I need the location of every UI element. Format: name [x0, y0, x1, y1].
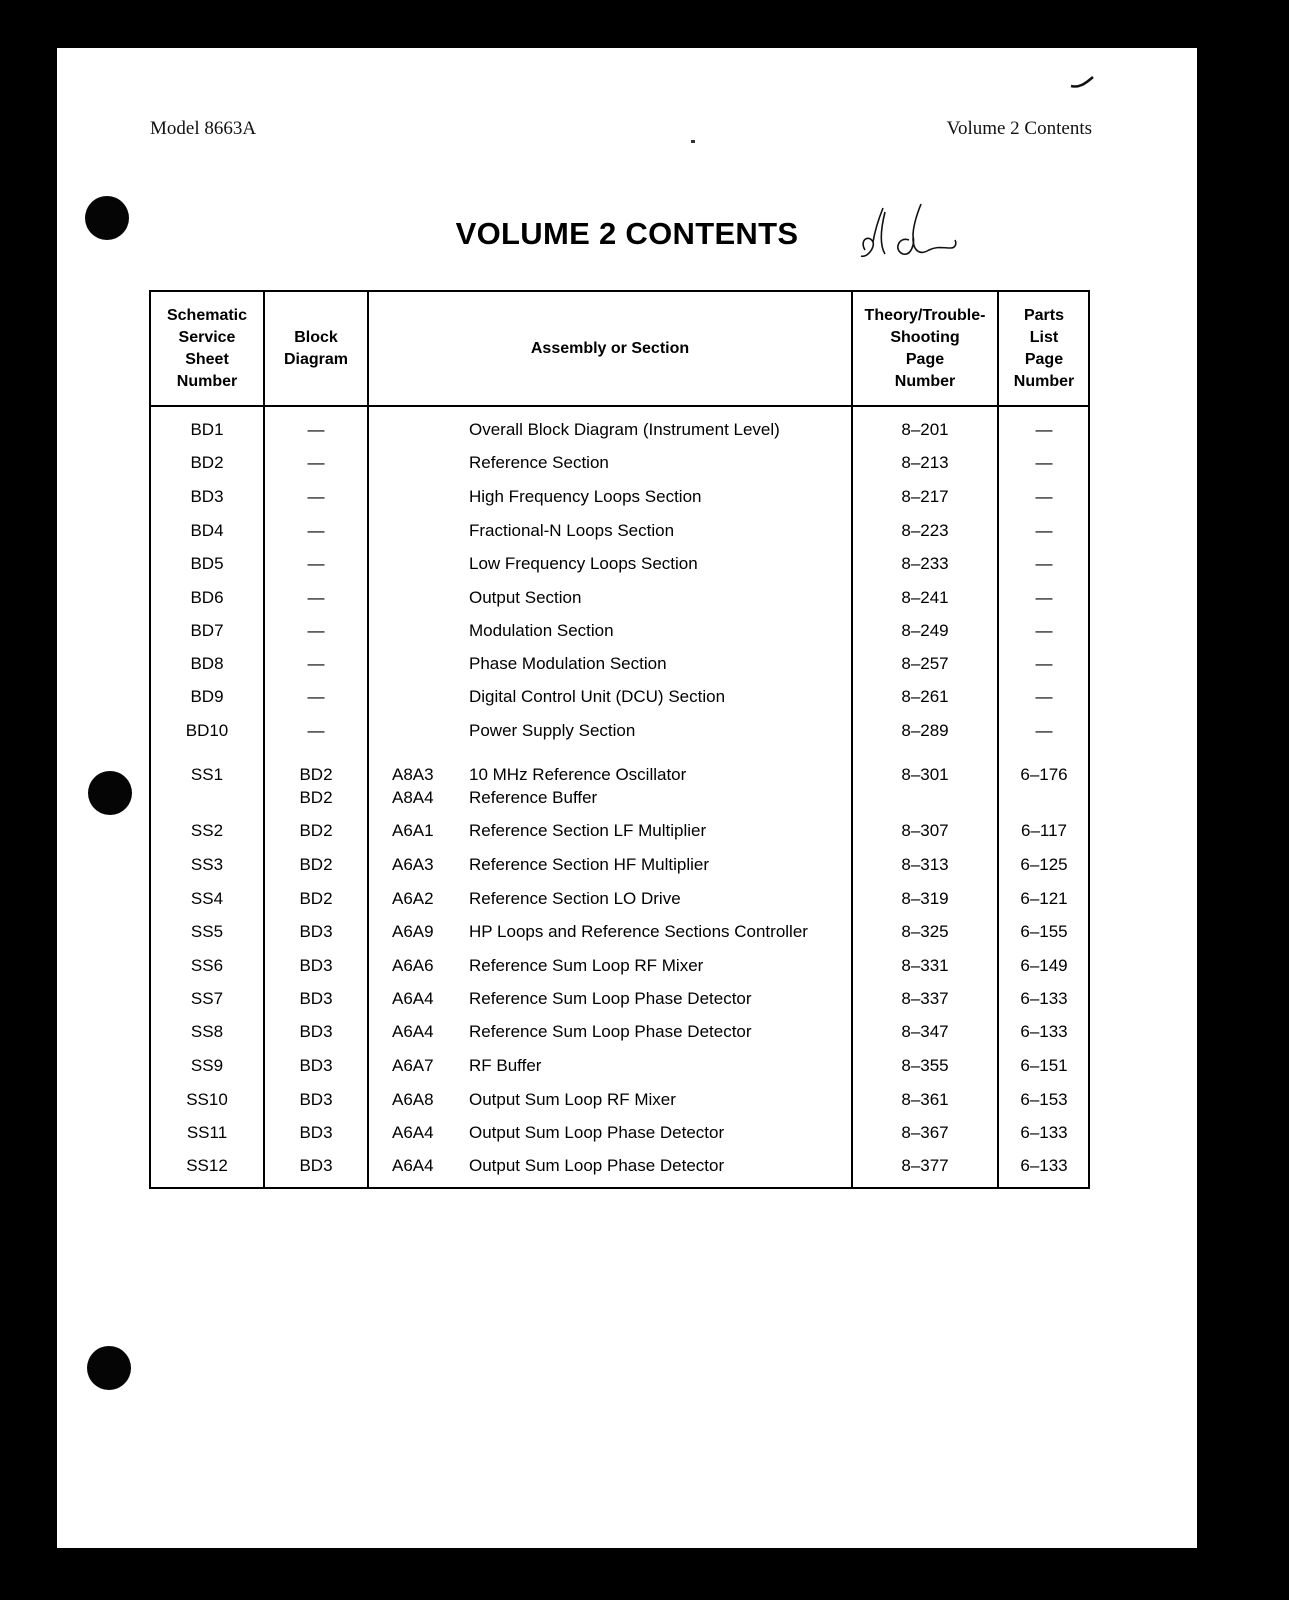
row-section-title: Overall Block Diagram (Instrument Level) — [469, 420, 780, 439]
row-block-diagram: BD3 — [299, 989, 333, 1008]
table-row — [151, 553, 1088, 583]
row-section-title: Reference Section HF Multiplier — [469, 855, 709, 874]
row-parts-page: — — [1035, 621, 1053, 640]
row-block-diagram: — — [307, 687, 325, 706]
table-row — [151, 587, 1088, 617]
row-theory-page: 8–319 — [901, 889, 949, 908]
row-assembly: A6A6 — [392, 956, 434, 975]
row-section-title: Power Supply Section — [469, 721, 636, 740]
column-header-block: Block Diagram — [283, 328, 349, 368]
table-row — [151, 921, 1088, 951]
table-row — [151, 1089, 1088, 1119]
binder-hole — [87, 1346, 131, 1390]
row-block-diagram: BD3 — [299, 1123, 333, 1142]
row-assembly: A6A3 — [392, 855, 434, 874]
table-row — [151, 1021, 1088, 1051]
row-parts-page: 6–133 — [1020, 1022, 1068, 1041]
row-block-diagram: BD2 — [299, 788, 333, 807]
row-sheet-number: SS6 — [190, 956, 224, 975]
row-theory-page: 8–261 — [901, 687, 949, 706]
row-parts-page: 6–149 — [1020, 956, 1068, 975]
row-section-title: Reference Sum Loop Phase Detector — [469, 1022, 752, 1041]
row-section-title: Reference Section — [469, 453, 609, 472]
row-theory-page: 8–201 — [901, 420, 949, 439]
row-parts-page: — — [1035, 521, 1053, 540]
row-sheet-number: BD5 — [190, 554, 224, 573]
row-block-diagram: BD2 — [299, 855, 333, 874]
row-theory-page: 8–241 — [901, 588, 949, 607]
row-block-diagram: BD2 — [299, 821, 333, 840]
row-theory-page: 8–313 — [901, 855, 949, 874]
row-block-diagram: — — [307, 453, 325, 472]
row-assembly: A8A4 — [392, 788, 434, 807]
row-assembly: A8A3 — [392, 765, 434, 784]
row-assembly: A6A4 — [392, 1123, 434, 1142]
row-sheet-number: SS1 — [190, 765, 224, 784]
row-theory-page: 8–249 — [901, 621, 949, 640]
row-block-diagram: — — [307, 721, 325, 740]
column-header-assembly: Assembly or Section — [530, 339, 690, 357]
row-parts-page: — — [1035, 721, 1053, 740]
row-block-diagram: BD3 — [299, 956, 333, 975]
column-header-sheet: Schematic Service Sheet Number — [166, 306, 248, 390]
row-theory-page: 8–257 — [901, 654, 949, 673]
scan-speck — [691, 140, 695, 143]
row-parts-page: — — [1035, 487, 1053, 506]
row-assembly: A6A2 — [392, 889, 434, 908]
row-theory-page: 8–307 — [901, 821, 949, 840]
row-sheet-number: BD9 — [190, 687, 224, 706]
row-assembly: A6A9 — [392, 922, 434, 941]
table-row — [151, 486, 1088, 516]
row-theory-page: 8–233 — [901, 554, 949, 573]
row-section-title: Fractional-N Loops Section — [469, 521, 675, 540]
row-block-diagram: BD3 — [299, 1156, 333, 1175]
row-section-title: Output Section — [469, 588, 582, 607]
row-block-diagram: — — [307, 621, 325, 640]
row-section-title: RF Buffer — [469, 1056, 542, 1075]
table-row — [151, 888, 1088, 918]
row-section-title: Output Sum Loop Phase Detector — [469, 1123, 725, 1142]
row-block-diagram: — — [307, 654, 325, 673]
header-divider — [151, 405, 1088, 407]
row-sheet-number: BD8 — [190, 654, 224, 673]
row-parts-page: — — [1035, 687, 1053, 706]
row-section-title: Reference Sum Loop RF Mixer — [469, 956, 704, 975]
row-theory-page: 8–301 — [901, 765, 949, 784]
handwritten-initials — [851, 200, 971, 270]
row-theory-page: 8–347 — [901, 1022, 949, 1041]
row-sheet-number: BD2 — [190, 453, 224, 472]
row-assembly: A6A4 — [392, 1022, 434, 1041]
row-block-diagram: BD3 — [299, 1056, 333, 1075]
table-row — [151, 419, 1088, 449]
row-block-diagram: BD3 — [299, 1090, 333, 1109]
row-section-title: Modulation Section — [469, 621, 614, 640]
row-block-diagram: BD3 — [299, 922, 333, 941]
row-assembly: A6A1 — [392, 821, 434, 840]
row-sheet-number: BD3 — [190, 487, 224, 506]
row-block-diagram: — — [307, 554, 325, 573]
row-section-title: 10 MHz Reference Oscillator — [469, 765, 687, 784]
binder-hole — [88, 771, 132, 815]
row-sheet-number: SS5 — [190, 922, 224, 941]
row-parts-page: 6–133 — [1020, 1156, 1068, 1175]
row-block-diagram: BD2 — [299, 889, 333, 908]
row-parts-page: 6–133 — [1020, 989, 1068, 1008]
row-theory-page: 8–361 — [901, 1090, 949, 1109]
row-theory-page: 8–223 — [901, 521, 949, 540]
row-assembly: A6A8 — [392, 1090, 434, 1109]
table-row — [151, 820, 1088, 850]
row-parts-page: 6–133 — [1020, 1123, 1068, 1142]
row-parts-page: 6–176 — [1020, 765, 1068, 784]
row-section-title: Low Frequency Loops Section — [469, 554, 698, 573]
table-row — [151, 854, 1088, 884]
row-assembly: A6A7 — [392, 1056, 434, 1075]
row-section-title: Output Sum Loop RF Mixer — [469, 1090, 676, 1109]
running-header-left: Model 8663A — [150, 118, 257, 139]
row-sheet-number: SS11 — [186, 1123, 228, 1142]
row-sheet-number: SS8 — [190, 1022, 224, 1041]
page-title: VOLUME 2 CONTENTS — [455, 216, 799, 251]
row-theory-page: 8–289 — [901, 721, 949, 740]
row-parts-page: — — [1035, 453, 1053, 472]
row-parts-page: 6–125 — [1020, 855, 1068, 874]
row-sheet-number: BD4 — [190, 521, 224, 540]
row-section-title: Output Sum Loop Phase Detector — [469, 1156, 725, 1175]
row-block-diagram: BD2 — [299, 765, 333, 784]
row-parts-page: 6–153 — [1020, 1090, 1068, 1109]
row-block-diagram: BD3 — [299, 1022, 333, 1041]
column-header-parts-page: Parts List Page Number — [1013, 306, 1075, 390]
row-parts-page: — — [1035, 420, 1053, 439]
check-mark-icon — [1067, 72, 1097, 92]
row-theory-page: 8–367 — [901, 1123, 949, 1142]
row-section-title: Reference Section LO Drive — [469, 889, 681, 908]
row-theory-page: 8–355 — [901, 1056, 949, 1075]
running-header-right: Volume 2 Contents — [946, 118, 1092, 139]
row-parts-page: — — [1035, 554, 1053, 573]
row-parts-page: — — [1035, 588, 1053, 607]
row-theory-page: 8–337 — [901, 989, 949, 1008]
row-theory-page: 8–377 — [901, 1156, 949, 1175]
table-row — [151, 720, 1088, 750]
row-theory-page: 8–213 — [901, 453, 949, 472]
table-row — [151, 955, 1088, 985]
row-sheet-number: SS9 — [190, 1056, 224, 1075]
table-row — [151, 1155, 1088, 1185]
row-sheet-number: SS3 — [190, 855, 224, 874]
table-row — [151, 1055, 1088, 1085]
row-block-diagram: — — [307, 588, 325, 607]
row-sheet-number: BD1 — [190, 420, 224, 439]
document-page — [57, 48, 1197, 1548]
row-section-title: Reference Buffer — [469, 788, 598, 807]
row-assembly: A6A4 — [392, 1156, 434, 1175]
table-row — [151, 686, 1088, 716]
row-block-diagram: — — [307, 487, 325, 506]
row-parts-page: — — [1035, 654, 1053, 673]
row-theory-page: 8–217 — [901, 487, 949, 506]
row-sheet-number: BD10 — [185, 721, 229, 740]
row-sheet-number: SS12 — [186, 1156, 228, 1175]
table-row — [151, 620, 1088, 650]
contents-table — [149, 290, 1090, 1189]
row-sheet-number: BD6 — [190, 588, 224, 607]
row-sheet-number: SS2 — [190, 821, 224, 840]
row-sheet-number: SS4 — [190, 889, 224, 908]
row-section-title: Digital Control Unit (DCU) Section — [469, 687, 726, 706]
row-parts-page: 6–121 — [1020, 889, 1068, 908]
table-row — [151, 653, 1088, 683]
row-parts-page: 6–151 — [1020, 1056, 1068, 1075]
row-theory-page: 8–325 — [901, 922, 949, 941]
table-row — [151, 520, 1088, 550]
table-row — [151, 988, 1088, 1018]
row-block-diagram: — — [307, 521, 325, 540]
row-sheet-number: BD7 — [190, 621, 224, 640]
table-row — [151, 452, 1088, 482]
row-parts-page: 6–117 — [1020, 821, 1067, 840]
row-sheet-number: SS10 — [186, 1090, 228, 1109]
row-theory-page: 8–331 — [901, 956, 949, 975]
row-section-title: Phase Modulation Section — [469, 654, 667, 673]
row-section-title: HP Loops and Reference Sections Controller — [469, 922, 808, 941]
table-row — [151, 764, 1088, 807]
row-sheet-number: SS7 — [190, 989, 224, 1008]
column-header-theory-page: Theory/Trouble- Shooting Page Number — [864, 306, 986, 390]
row-assembly: A6A4 — [392, 989, 434, 1008]
row-section-title: Reference Section LF Multiplier — [469, 821, 707, 840]
row-section-title: Reference Sum Loop Phase Detector — [469, 989, 752, 1008]
row-parts-page: 6–155 — [1020, 922, 1068, 941]
table-row — [151, 1122, 1088, 1152]
row-section-title: High Frequency Loops Section — [469, 487, 702, 506]
row-block-diagram: — — [307, 420, 325, 439]
